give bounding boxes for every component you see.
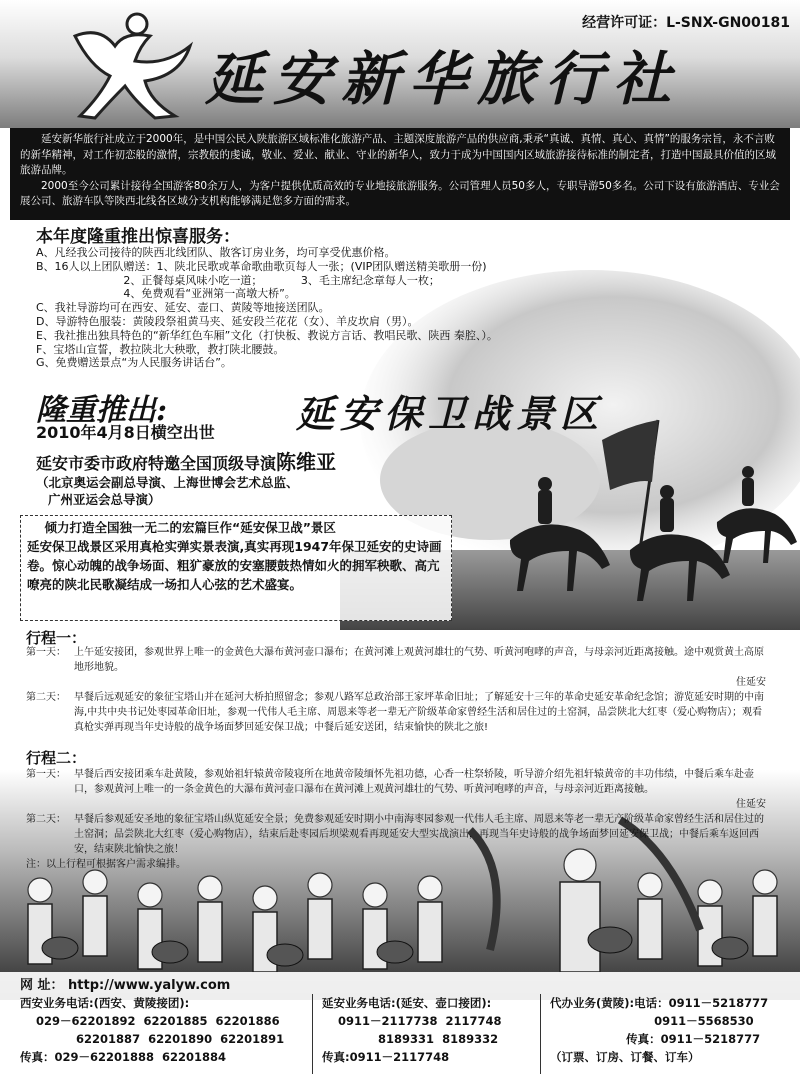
- list-item: E、我社推出独具特色的“新华红色车厢”文化（打快板、教说方言话、教唱民歌、陕西 秦腔、）。: [36, 328, 498, 342]
- overnight-city: 住延安: [736, 677, 766, 688]
- show-headline: 倾力打造全国独一无二的宏篇巨作“延安保卫战”景区: [44, 520, 336, 535]
- benefits-heading: 本年度隆重推出惊喜服务：: [36, 227, 240, 247]
- license-number: 经营许可证：L-SNX-GN00181: [582, 15, 790, 31]
- director-prefix: 延安市委市政府特邀全国顶级导演: [36, 454, 277, 473]
- list-item: 2、正餐每桌风味小吃一道； 3、毛主席纪念章每人一枚；: [36, 273, 440, 287]
- list-item: 4、免费观看“亚洲第一高墩大桥”。: [36, 287, 296, 301]
- list-item: D、导游特色服装：黄陵段祭祖黄马夹、延安段兰花花（女）、羊皮坎肩（男）。: [36, 314, 419, 328]
- company-intro: [10, 128, 790, 220]
- route-two: [26, 767, 766, 872]
- day-description: 上午延安接团，参观世界上唯一的金黄色大瀑布黄河壶口瀑布；在黄河滩上观黄河雄壮的气势、听黄河咆哮的声音，与母亲河近距离接触。途中观赏黄土高原地形地貌。: [74, 647, 764, 673]
- column-divider: [540, 994, 541, 1074]
- list-item: C、我社导游均可在西安、延安、壶口、黄陵等地接送团队。: [36, 301, 330, 315]
- director-line: [36, 446, 336, 475]
- day-label: 第一天：: [26, 647, 66, 658]
- dancer-logo-icon: [55, 6, 205, 124]
- benefits-list: [36, 246, 596, 370]
- agent-contacts: 代办业务(黄陵):电话：0911－5218777 0911－5568530 传真：0911－5218777 （订票、订房、订餐、订车）: [550, 996, 769, 1064]
- director-titles-line: 广州亚运会总导演）: [48, 492, 161, 507]
- route-one-title: 行程一：: [26, 629, 87, 647]
- director-name: 陈维亚: [276, 450, 337, 474]
- itinerary-day: [26, 645, 766, 690]
- day-label: 第一天：: [26, 769, 66, 780]
- show-description: 延安保卫战景区采用真枪实弹实景表演,真实再现1947年保卫延安的史诗画卷。惊心动魄的战争场面、粗犷豪放的安塞腰鼓热情如火的拥军秧歌、高亢嘹亮的陕北民歌凝结成一场扣人心弦的艺术盛宴。: [27, 539, 442, 592]
- day-description: 早餐后参观延安圣地的象征宝塔山纵览延安全景；免费参观延安时期小中南海枣园参观一代伟人毛主席、周恩来等老一辈无产阶级革命家曾经生活和居住过的土窑洞；品尝陕北大红枣（爱心购物店），结束后赴枣园后坝梁观看再现延安大型实战演出，再现当年史诗般的战争场面梦回延安保卫战；中餐后乘车返回西安，结束陕北愉快之旅！: [74, 814, 764, 855]
- list-item: B、16人以上团队赠送：1、陕北民歌或革命歌曲歌页每人一张；(VIP团队赠送精美歌册一份): [36, 259, 487, 273]
- director-titles-line: （北京奥运会副总导演、上海世博会艺术总监、: [36, 475, 299, 490]
- overnight-city: 住延安: [736, 799, 766, 810]
- day-description: 早餐后远观延安的象征宝塔山并在延河大桥拍照留念；参观八路军总政治部王家坪革命旧址；了解延安十三年的革命史延安革命纪念馆；游览延安时期的中南海,中共中央书记处枣园革命旧址，参观一代伟人毛主席、周恩来等老一辈无产阶级革命家曾经生活和居住过的土窑洞，品尝陕北大红枣（爱心购物店）；观看真枪实弹再现当年史诗般的战争场面梦回延安保卫战；中餐后延安送团，结束愉快的陕北之旅!: [74, 692, 764, 733]
- list-item: F、宝塔山宣誓，教拉陕北大秧歌，教打陕北腰鼓。: [36, 342, 285, 356]
- day-text: [74, 767, 766, 812]
- show-description-box: [20, 515, 452, 621]
- route-two-title: 行程二：: [26, 749, 87, 767]
- day-label: 第二天：: [26, 692, 66, 703]
- yanan-contacts: 延安业务电话:(延安、壶口接团): 0911－2117738 2117748 8189331 8189332 传真:0911－2117748: [322, 996, 502, 1064]
- list-item: G、免费赠送景点“为人民服务讲话台”。: [36, 356, 232, 370]
- promo-label: 隆重推出:: [36, 393, 168, 428]
- itinerary-day: [26, 767, 766, 812]
- itinerary-note: 注：以上行程可根据客户需求编排。: [26, 859, 186, 870]
- agency-title: 延安新华旅行社: [205, 45, 682, 113]
- list-item: A、凡经我公司接待的陕西北线团队、散客订房业务，均可享受优惠价格。: [36, 246, 396, 259]
- contact-footer: [0, 972, 800, 1078]
- itinerary-day: [26, 812, 766, 857]
- route-one: [26, 645, 766, 735]
- website-link[interactable]: 网 址： http://www.yalyw.com: [20, 978, 231, 993]
- header-banner: [0, 0, 800, 128]
- intro-paragraph: 延安新华旅行社成立于2000年，是中国公民入陕旅游区域标准化旅游产品、主题深度旅游产品的供应商,秉承“真诚、真情、真心、真情”的服务宗旨，永不言败的新华精神，对工作初恋般的激情，宗教般的虔诚，敬业、爱业、献业、守业的新华人，致力于成为中国国内区域旅游接待标准的制定者，打造中国最具价值的区域旅游品牌。: [20, 133, 776, 176]
- day-description: 早餐后西安接团乘车赴黄陵，参观始祖轩辕黄帝陵寝所在地黄帝陵缅怀先祖功德，心香一柱祭轿陵，听导游介绍先祖轩辕黄帝的丰功伟绩，中餐后乘车赴壶口，参观黄河上唯一的一条金黄色的大瀑布黄河壶口瀑布在黄河滩上观黄河雄壮的气势、听黄河咆哮的声音，与母亲河近距离接触。: [74, 769, 754, 795]
- intro-paragraph: 2000至今公司累计接待全国游客80余万人，为客户提供优质高效的专业地接旅游服务。公司管理人员50多人，专职导游50多名。公司下设有旅游酒店、专业会展公司、旅游车队等陕西北线各区域分支机构能够满足您多方面的需求。: [20, 179, 780, 207]
- launch-date: 2010年4月8日横空出世: [36, 423, 215, 442]
- scenic-area-title: 延安保卫战景区: [296, 391, 605, 436]
- day-text: [74, 645, 766, 690]
- xian-contacts: 西安业务电话:(西安、黄陵接团): 029－62201892 62201885 62201886 62201887 62201890 62201891 传真：029－62201888 62201884: [20, 996, 285, 1064]
- itinerary-day: [26, 690, 766, 735]
- column-divider: [312, 994, 313, 1074]
- director-titles: [36, 474, 299, 508]
- day-label: 第二天：: [26, 814, 66, 825]
